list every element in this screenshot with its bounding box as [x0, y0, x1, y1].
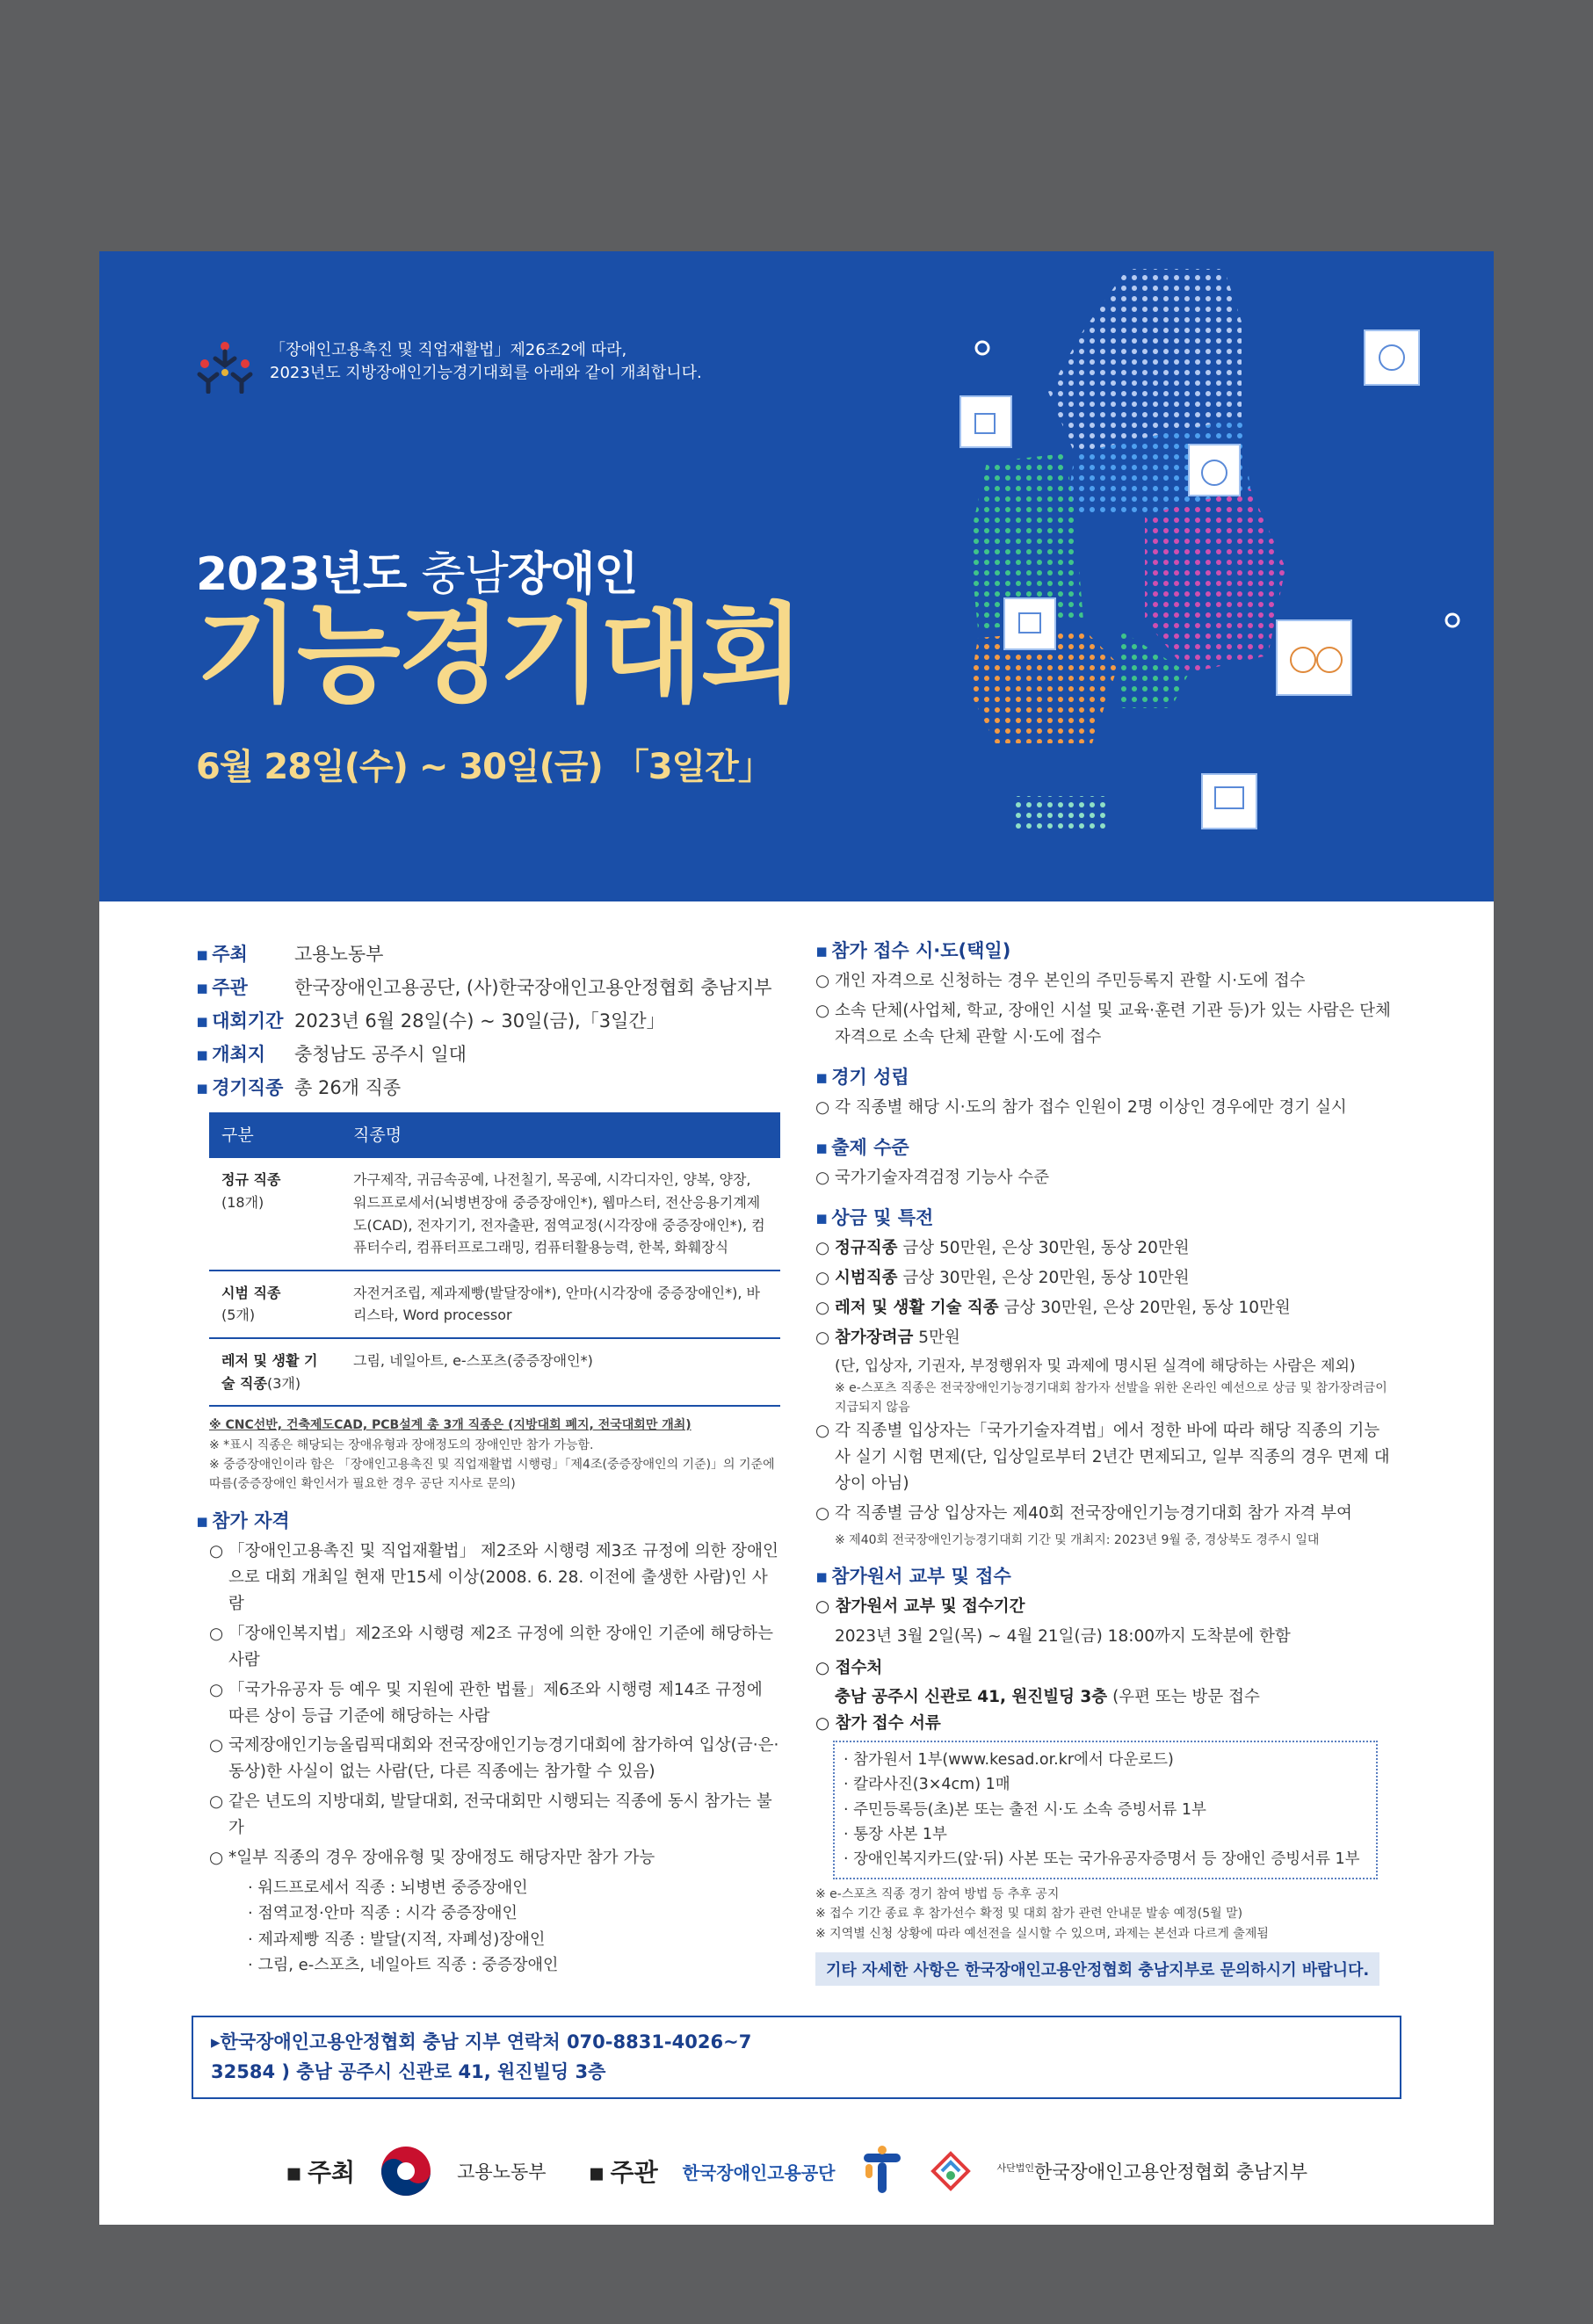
government-emblem-icon [380, 2145, 432, 2197]
table-note: ※ CNC선반, 건축제도CAD, PCB설계 총 3개 직종은 (지방대회 폐지, 전국대회만 개최) [209, 1418, 692, 1433]
row-category: 정규 직종 [221, 1171, 281, 1189]
level-heading: ▪ 출제 수준 [815, 1133, 1395, 1160]
info-venue-key: ▪ 개최지 [196, 1040, 294, 1067]
info-events [196, 1070, 780, 1104]
association-logo-icon [929, 2149, 973, 2193]
prize-heading: ▪ 상금 및 특전 [815, 1204, 1395, 1230]
info-organizer-key: ▪ 주관 [196, 974, 294, 1000]
eligibility-list [196, 1538, 780, 1978]
footer-org-1: 한국장애인고용공단 [682, 2161, 836, 2183]
application-period: 2023년 3월 2일(목) ~ 4월 21일(금) 18:00까지 도착분에 한함 [835, 1626, 1291, 1646]
row-items: 가구제작, 귀금속공예, 나전칠기, 목공예, 시각디자인, 양복, 양장, 워드프로세서(뇌병변장애 중증장애인*), 웹마스터, 전산응용기계제도(CAD), 전자기기, 전자출판, 점역교정(시각장애 중증장애인*), 컴퓨터수리, 컴퓨터프로그래밍, 컴퓨터활용능력, 한복, 화훼장식 [341, 1158, 780, 1270]
list-item: ○ 소속 단체(사업체, 학교, 장애인 시설 및 교육·훈련 기관 등)가 있는 사람은 단체 자격으로 소속 단체 관할 시·도에 접수 [815, 998, 1395, 1051]
table-notes [209, 1415, 780, 1495]
row-category: 레저 및 생활 기술 직종 [221, 1351, 318, 1392]
table-note: ※ 중증장애인이라 함은 「장애인고용촉진 및 직업재활법 시행령」「제4조(중증장애인의 기준)」의 기준에 따름(중증장애인 확인서가 필요한 경우 공단 지사로 문의) [209, 1457, 775, 1492]
application-heading: ▪ 참가원서 교부 및 접수 [815, 1562, 1395, 1589]
prize-note: ※ e-스포츠 직종은 전국장애인기능경기대회 참가자 선발을 위한 온라인 예선으로 상금 및 참가장려금이 지급되지 않음 [835, 1380, 1387, 1415]
list-item: ○ 각 직종별 금상 입상자는 제40회 전국장애인기능경기대회 참가 자격 부여 [815, 1501, 1395, 1527]
footer-org-2-name: 한국장애인고용안정협회 충남지부 [1034, 2161, 1307, 2183]
list-item: ○ *일부 직종의 경우 장애유형 및 장애정도 해당자만 참가 가능 [209, 1845, 780, 1872]
info-host-value: 고용노동부 [294, 944, 384, 965]
prize-label: 참가장려금 [835, 1328, 914, 1347]
kead-logo-icon [860, 2145, 904, 2197]
document-item: · 참가원서 1부(www.kesad.or.kr에서 다운로드) [844, 1748, 1367, 1772]
list-item: ○ 국제장애인기능올림픽대회와 전국장애인기능경기대회에 참가하여 입상(금·은·동상)한 사실이 없는 사람(단, 다른 직종에는 참가할 수 있음) [209, 1733, 780, 1785]
list-item: ○ 「장애인고용촉진 및 직업재활법」 제2조와 시행령 제3조 규정에 의한 장애인으로 대회 개최일 현재 만15세 이상(2008. 6. 28. 이전에 출생한 사람)인 사람 [209, 1538, 780, 1618]
info-events-key: ▪ 경기직종 [196, 1074, 294, 1100]
page-title: 기능경기대회 [196, 592, 802, 717]
prize-text: 금상 30만원, 은상 20만원, 동상 10만원 [1003, 1298, 1291, 1317]
info-organizer-value: 한국장애인고용공단, (사)한국장애인고용안정협회 충남지부 [294, 977, 772, 998]
right-column [815, 937, 1395, 1986]
row-count: (3개) [266, 1374, 301, 1392]
row-items: 그림, 네일아트, e-스포츠(중증장애인*) [341, 1338, 780, 1406]
footer [99, 2145, 1494, 2197]
prize-text: 5만원 [918, 1328, 960, 1347]
prize-note: ※ 제40회 전국장애인기능경기대회 기간 및 개최지: 2023년 9월 중, 경상북도 경주시 일대 [835, 1532, 1320, 1547]
info-venue [196, 1037, 780, 1070]
inquiry-footnote: 기타 자세한 사항은 한국장애인고용안정협회 충남지부로 문의하시기 바랍니다. [815, 1952, 1379, 1986]
row-count: (18개) [221, 1193, 264, 1211]
info-host-key: ▪ 주최 [196, 940, 294, 967]
row-category: 시범 직종 [221, 1284, 281, 1301]
law-notice [196, 339, 702, 394]
sub-item: · 제과제빵 직종 : 발달(지적, 자폐성)장애인 [209, 1927, 780, 1952]
sub-item: · 그림, e-스포츠, 네일아트 직종 : 중증장애인 [209, 1952, 780, 1978]
prize-note: (단, 입상자, 기권자, 부정행위자 및 과제에 명시된 실격에 해당하는 사람은 제외) [835, 1357, 1356, 1375]
prize-item [815, 1325, 1395, 1351]
application-place-label: ○ 접수처 [815, 1655, 1395, 1682]
left-column [196, 937, 780, 1978]
event-logo-icon [196, 339, 254, 394]
table-row [209, 1271, 780, 1338]
sub-item: · 점역교정·안마 직종 : 시각 중증장애인 [209, 1900, 780, 1926]
application-note: ※ 지역별 신청 상황에 따라 예선전을 실시할 수 있으며, 과제는 본선과 다르게 출제됨 [815, 1926, 1269, 1941]
sub-item: · 워드프로세서 직종 : 뇌병변 중증장애인 [209, 1875, 780, 1900]
application-method: (우편 또는 방문 접수 [1112, 1688, 1260, 1707]
contact-phone: ▸ 한국장애인고용안정협회 충남 지부 연락처 070-8831-4026~7 [211, 2028, 1382, 2058]
list-item: ○ 「국가유공자 등 예우 및 지원에 관한 법률」제6조와 시행령 제14조 규정에 따른 상이 등급 기준에 해당하는 사람 [209, 1677, 780, 1730]
prize-label: 정규직종 [835, 1238, 898, 1257]
row-count: (5개) [221, 1307, 256, 1324]
documents-label: ○ 참가 접수 서류 [815, 1711, 1395, 1737]
prize-item [815, 1295, 1395, 1321]
list-item: ○ 각 직종별 입상자는「국가기술자격법」에서 정한 바에 따라 해당 직종의 기능사 실기 시험 면제(단, 입상일로부터 2년간 면제되고, 일부 직종의 경우 면제 대상이 아님) [815, 1418, 1395, 1497]
title-region: 충남 [421, 548, 508, 601]
title-year: 2023년도 [196, 548, 407, 601]
document-item: · 주민등록등(초)본 또는 출전 시·도 소속 증빙서류 1부 [844, 1798, 1367, 1822]
info-organizer [196, 970, 780, 1003]
korea-dot-map [855, 251, 1494, 901]
document-item: · 통장 사본 1부 [844, 1822, 1367, 1847]
info-period-key: ▪ 대회기간 [196, 1007, 294, 1033]
prize-label: 시범직종 [835, 1268, 898, 1287]
law-line-1: 「장애인고용촉진 및 직업재활법」제26조2에 따라, [270, 341, 627, 359]
table-header-events: 직종명 [341, 1112, 780, 1158]
table-row [209, 1338, 780, 1406]
prize-text: 금상 50만원, 은상 30만원, 동상 20만원 [902, 1238, 1190, 1257]
list-item: ○ 각 직종별 해당 시·도의 참가 접수 인원이 2명 이상인 경우에만 경기 실시 [815, 1095, 1395, 1121]
document-item: · 장애인복지카드(앞·뒤) 사본 또는 국가유공자증명서 등 장애인 증빙서류 1부 [844, 1847, 1367, 1872]
list-item: ○ 「장애인복지법」제2조와 시행령 제2조 규정에 의한 장애인 기준에 해당하는 사람 [209, 1621, 780, 1674]
eligibility-heading: ▪ 참가 자격 [196, 1507, 780, 1533]
info-period [196, 1003, 780, 1037]
list-item: ○ 같은 년도의 지방대회, 발달대회, 전국대회만 시행되는 직종에 동시 참가는 불가 [209, 1789, 780, 1842]
application-address: 충남 공주시 신관로 41, 원진빌딩 3층 [835, 1688, 1108, 1707]
law-line-2: 2023년도 지방장애인기능경기대회를 아래와 같이 개최합니다. [270, 364, 702, 383]
registration-heading: ▪ 참가 접수 시·도(택일) [815, 937, 1395, 963]
table-note: ※ *표시 직종은 해당되는 장애유형과 장애정도의 장애인만 참가 가능함. [209, 1437, 594, 1452]
prize-text: 금상 30만원, 은상 20만원, 동상 10만원 [902, 1268, 1190, 1287]
application-place [815, 1684, 1395, 1711]
application-period-label: ○ 참가원서 교부 및 접수기간 [815, 1594, 1395, 1620]
footer-org-2-small: 사단법인 [996, 2162, 1035, 2174]
events-table [209, 1112, 780, 1407]
documents-box [833, 1741, 1378, 1879]
footer-org-2 [997, 2158, 1307, 2184]
prize-item [815, 1265, 1395, 1292]
footer-host-label: ▪ 주최 [286, 2154, 355, 2189]
info-period-value: 2023년 6월 28일(수) ~ 30일(금),「3일간」 [294, 1010, 665, 1032]
contact-box [192, 2016, 1401, 2099]
event-dates: 6월 28일(수) ~ 30일(금) 「3일간」 [196, 747, 772, 787]
prize-label: 레저 및 생활 기술 직종 [835, 1298, 999, 1317]
table-header-row [209, 1112, 780, 1158]
application-note: ※ 접수 기간 종료 후 참가선수 확정 및 대회 참가 관련 안내문 발송 예정(5월 말) [815, 1907, 1243, 1922]
title-disabled: 장애인 [507, 548, 638, 601]
document-item: · 칼라사진(3×4cm) 1매 [844, 1772, 1367, 1797]
table-header-category: 구분 [209, 1112, 341, 1158]
info-events-value: 총 26개 직종 [294, 1077, 402, 1098]
list-item: ○ 국가기술자격검정 기능사 수준 [815, 1165, 1395, 1191]
table-row [209, 1158, 780, 1270]
poster [99, 251, 1494, 2225]
establishment-heading: ▪ 경기 성립 [815, 1063, 1395, 1090]
row-items: 자전거조립, 제과제빵(발달장애*), 안마(시각장애 중증장애인*), 바리스타, Word processor [341, 1271, 780, 1338]
banner [99, 251, 1494, 901]
contact-address: 32584 ) 충남 공주시 신관로 41, 원진빌딩 3층 [211, 2060, 606, 2082]
footer-host-org: 고용노동부 [457, 2161, 547, 2183]
info-host [196, 937, 780, 970]
list-item: ○ 개인 자격으로 신청하는 경우 본인의 주민등록지 관할 시·도에 접수 [815, 968, 1395, 995]
footer-organizer-label: ▪ 주관 [589, 2154, 658, 2189]
info-venue-value: 충청남도 공주시 일대 [294, 1044, 467, 1065]
prize-item [815, 1235, 1395, 1262]
application-note: ※ e-스포츠 직종 경기 참여 방법 등 추후 공지 [815, 1886, 1060, 1901]
